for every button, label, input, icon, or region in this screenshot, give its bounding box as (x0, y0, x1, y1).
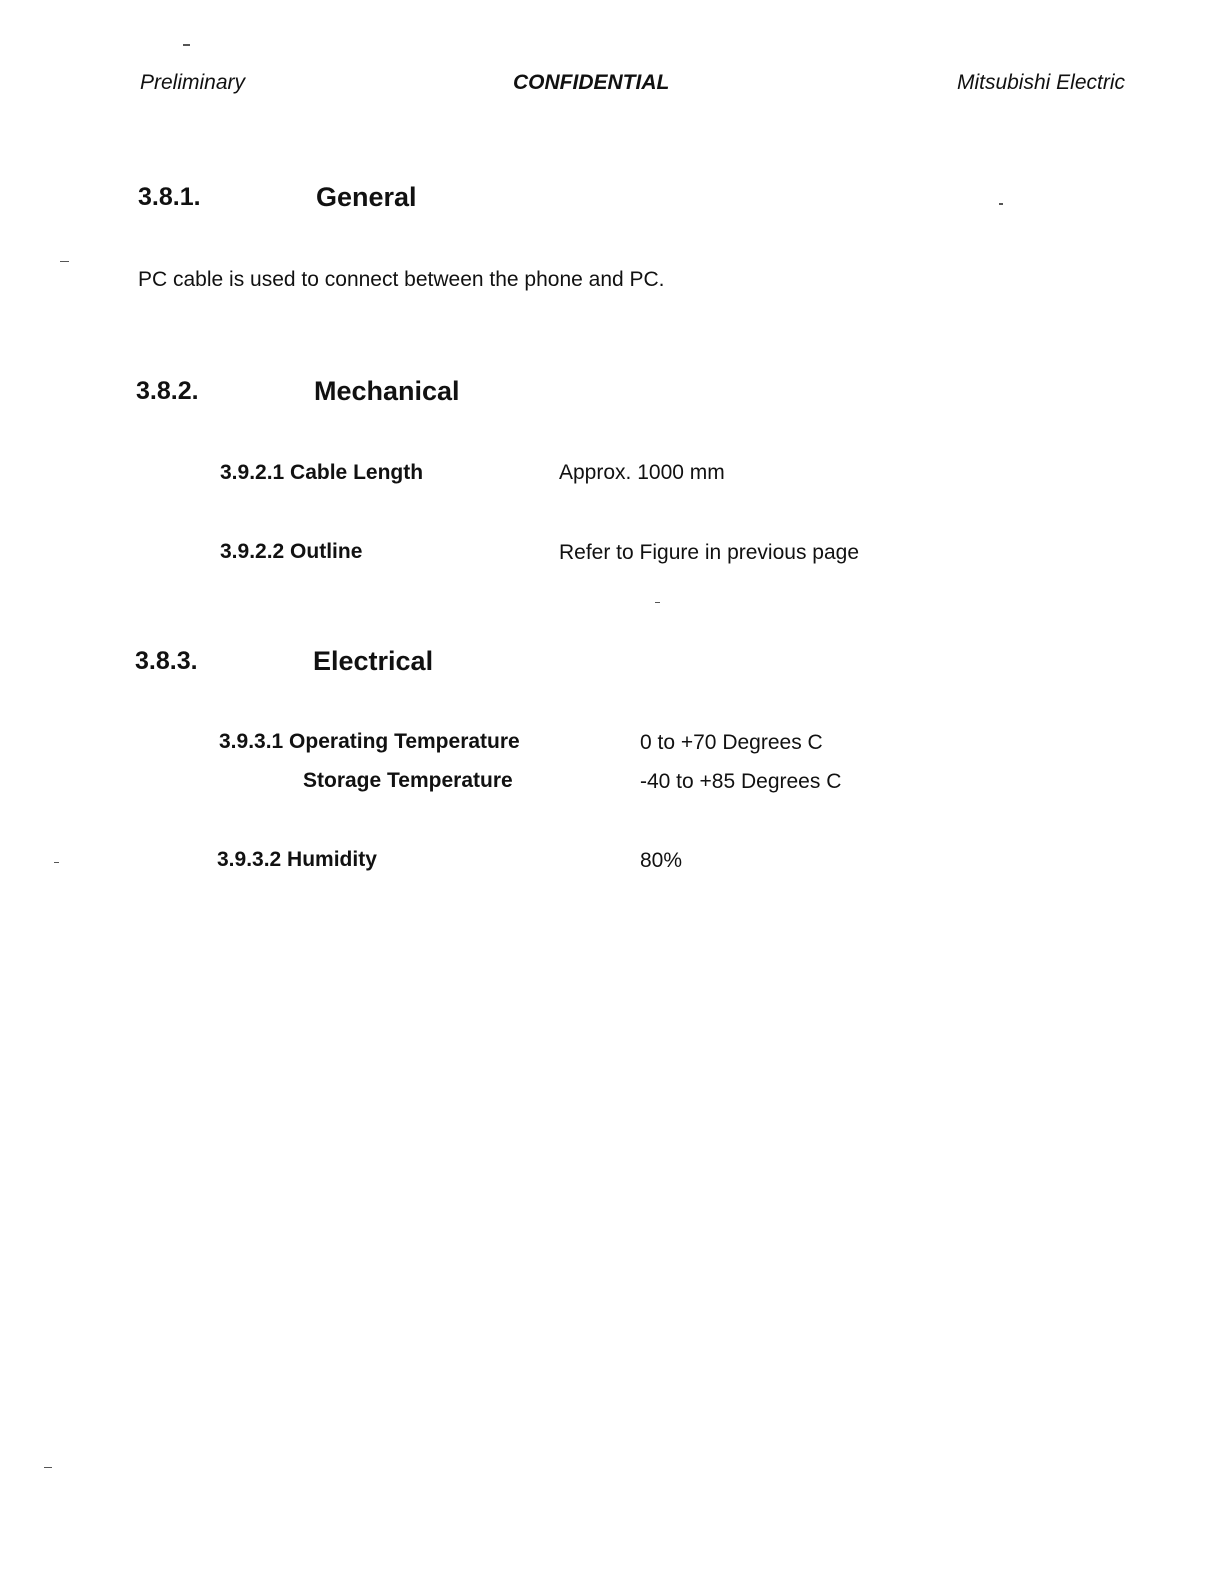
section-number-general: 3.8.1. (138, 183, 201, 211)
cable-length-label: 3.9.2.1 Cable Length (220, 461, 424, 484)
outline-label: 3.9.2.2 Outline (220, 540, 363, 563)
scan-speck (54, 862, 59, 863)
storage-temperature-label: Storage Temperature (303, 769, 513, 792)
humidity-value: 80% (640, 849, 683, 872)
header-preliminary: Preliminary (140, 71, 246, 94)
cable-length-value: Approx. 1000 mm (559, 461, 725, 484)
humidity-label: 3.9.3.2 Humidity (217, 848, 377, 871)
general-paragraph: PC cable is used to connect between the phone and PC. (138, 268, 665, 291)
scan-speck (183, 44, 190, 46)
section-title-mechanical: Mechanical (314, 376, 460, 406)
scan-speck (44, 1467, 52, 1468)
section-title-electrical: Electrical (313, 646, 434, 676)
scan-speck (60, 261, 69, 262)
scan-speck (999, 203, 1003, 205)
storage-temperature-value: -40 to +85 Degrees C (640, 770, 842, 793)
operating-temperature-label: 3.9.3.1 Operating Temperature (219, 730, 520, 753)
header-company: Mitsubishi Electric (956, 71, 1125, 94)
scan-speck (655, 602, 660, 603)
section-title-general: General (316, 182, 417, 212)
section-number-mechanical: 3.8.2. (136, 377, 199, 405)
section-number-electrical: 3.8.3. (135, 647, 198, 675)
header-confidential: CONFIDENTIAL (513, 71, 670, 94)
outline-value: Refer to Figure in previous page (559, 541, 859, 564)
operating-temperature-value: 0 to +70 Degrees C (640, 731, 823, 754)
